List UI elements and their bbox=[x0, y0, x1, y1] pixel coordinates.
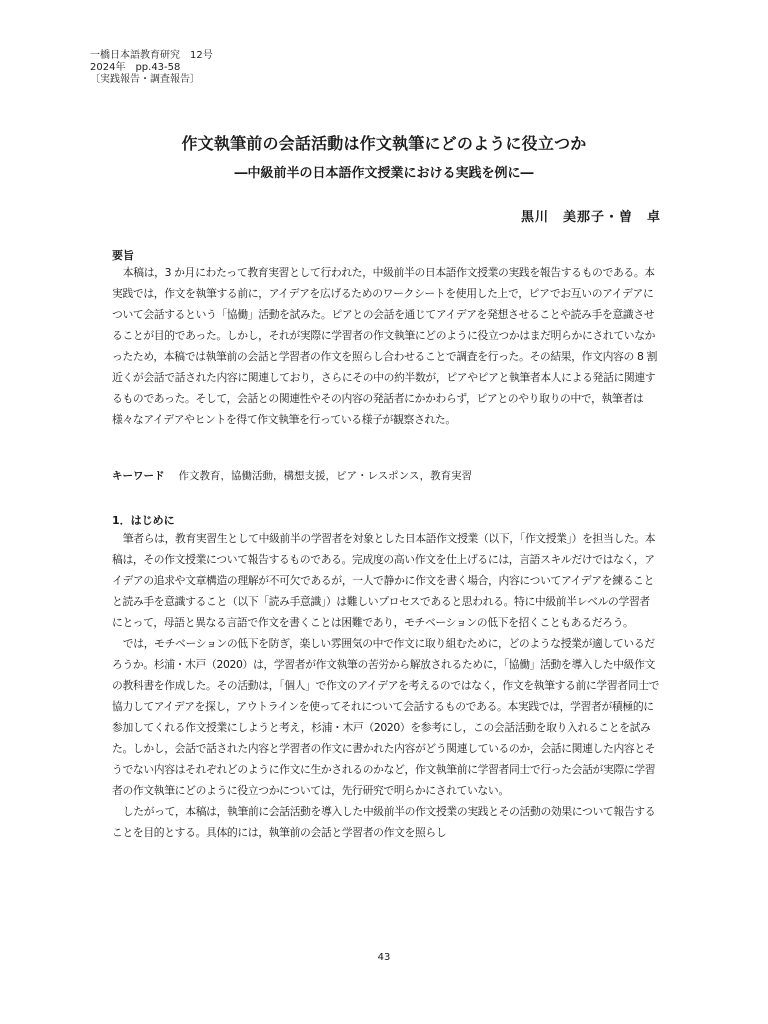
journal-header bbox=[90, 50, 213, 86]
section-heading-introduction: 1．はじめに bbox=[112, 514, 175, 527]
issue-pages: 2024年 pp.43-58 bbox=[90, 62, 181, 73]
keywords-list: 作文教育，協働活動，構想支援，ピア・レスポンス，教育実習 bbox=[178, 470, 473, 482]
keywords-label: キーワード bbox=[112, 470, 165, 482]
introduction-body bbox=[112, 528, 660, 843]
paper-title: 作文執筆前の会話活動は作文執筆にどのように役立つか bbox=[181, 134, 587, 153]
journal-name: 一橋日本語教育研究 12号 bbox=[90, 50, 213, 61]
body-paragraph: では，モチベーションの低下を防ぎ，楽しい雰囲気の中で作文に取り組むために，どのような授業が適しているだろうか。杉浦・木戸（2020）は，学習者が作文執筆の苦労から解放されるために，「協働」活動を導入した中級作文の教科書を作成した。その活動は，「個人」で作文のアイデアを考えるのではなく，作文を執筆する前に学習者同士で協力してアイデアを探し，アウトラインを使ってそれについて会話するものである。本実践では，学習者が積極的に参加してくれる作文授業にしようと考え，杉浦・木戸（2020）を参考にし，この会話活動を取り入れることを試みた。しかし，会話で話された内容と学習者の作文に書かれた内容がどう関連しているのか，会話に関連した内容とそうでない内容はそれぞれどのように作文に生かされるのかなど，作文執筆前に学習者同士で行った会話が実際に学習者の作文執筆にどのように役立つかについては，先行研究で明らかにされていない。 bbox=[112, 637, 660, 797]
abstract-paragraph: 本稿は，3 か月にわたって教育実習として行われた，中級前半の日本語作文授業の実践を報告するものである。本実践では，作文を執筆する前に，アイデアを広げるためのワークシートを使用した上で，ピアでお互いのアイデアについて会話するという「協働」活動を試みた。ピアとの会話を通じてアイデアを発想させることや読み手を意識させることが目的であった。しかし，それが実際に学習者の作文執筆にどのように役立つかはまだ明らかにされていなかったため，本稿では執筆前の会話と学習者の作文を照らし合わせることで調査を行った。その結果，作文内容の 8 割近くが会話で話された内容に関連しており，さらにその中の約半数が，ピアやピアと執筆者本人による発話に関連するものであった。そして，会話との関連性やその内容の発話者にかかわらず，ピアとのやり取りの中で，執筆者は様々なアイデアやヒントを得て作文執筆を行っている様子が観察された。 bbox=[112, 266, 658, 426]
abstract-heading: 要旨 bbox=[112, 249, 134, 262]
abstract-body bbox=[112, 262, 660, 430]
paper-authors: 黒川 美那子・曽 卓 bbox=[520, 210, 661, 225]
paper-subtitle: ―中級前半の日本語作文授業における実践を例に― bbox=[234, 166, 534, 181]
keywords-line bbox=[112, 468, 472, 483]
body-paragraph: したがって，本稿は，執筆前に会話活動を導入した中級前半の作文授業の実践とその活動の効果について報告することを目的とする。具体的には，執筆前の会話と学習者の作文を照らし bbox=[112, 805, 656, 839]
body-paragraph: 筆者らは，教育実習生として中級前半の学習者を対象とした日本語作文授業（以下，「作文授業」）を担当した。本稿は，その作文授業について報告するものである。完成度の高い作文を仕上げるには，言語スキルだけではなく，アイデアの追求や文章構造の理解が不可欠であるが，一人で静かに作文を書く場合，内容についてアイデアを練ることと読み手を意識すること（以下「読み手意識」）は難しいプロセスであると思われる。特に中級前半レベルの学習者にとって，母語と異なる言語で作文を書くことは困難であり，モチベーションの低下を招くこともあるだろう。 bbox=[112, 532, 656, 629]
page-number: 43 bbox=[377, 952, 391, 963]
article-category: 〔実践報告・調査報告〕 bbox=[90, 74, 200, 85]
